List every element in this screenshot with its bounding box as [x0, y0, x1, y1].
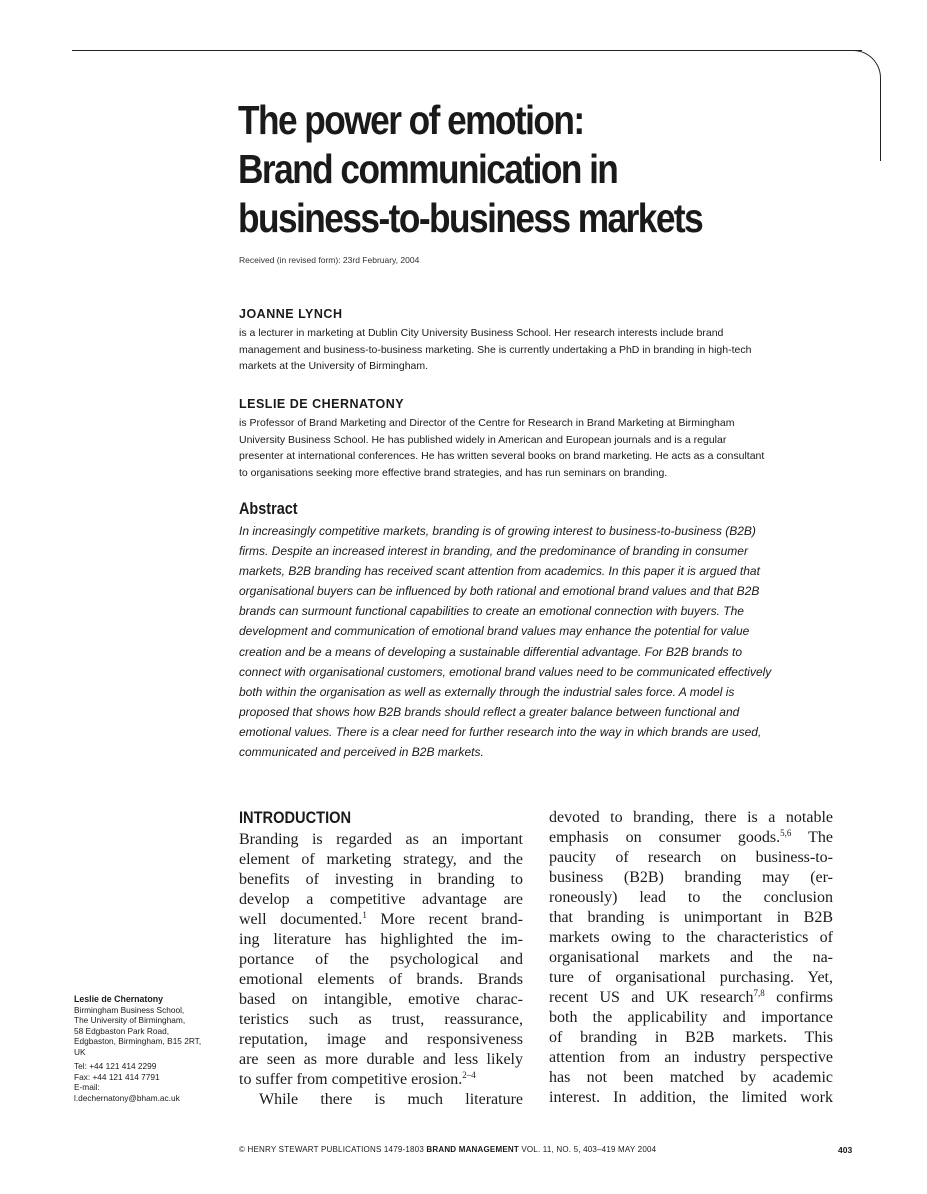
body-line: business (B2B) branding may (er- [549, 869, 833, 886]
body-line: roneously) lead to the conclusion [549, 889, 833, 906]
address-line: Birmingham Business School, [74, 1004, 185, 1015]
body-line: attention from an industry perspective [549, 1049, 833, 1066]
body-line [239, 1070, 523, 1090]
abstract-line: In increasingly competitive markets, branding is of growing interest to business-to-business (B2B) [239, 524, 756, 538]
abstract-line: firms. Despite an increased interest in branding, and the predominance of branding in consumer [239, 544, 748, 559]
abstract-heading: Abstract [239, 499, 298, 518]
body-line: teristics such as trust, reassurance, [239, 1011, 523, 1028]
body-line: that branding is unimportant in B2B [549, 909, 833, 926]
abstract-line: markets, B2B branding has received scant attention from academics. In this paper it is argued that [239, 564, 760, 579]
title-line: The power of emotion: [238, 97, 584, 143]
body-line: based on intangible, emotive charac- [239, 991, 523, 1008]
body-line: develop a competitive advantage are [239, 891, 523, 908]
body-text: recent US and UK research [549, 989, 754, 1006]
body-line [549, 988, 833, 1008]
body-line: reputation, image and responsiveness [239, 1031, 523, 1048]
body-text: emphasis on consumer goods. [549, 829, 781, 846]
article-title [238, 96, 771, 243]
contact-fax: Fax: +44 121 414 7791 [74, 1071, 160, 1082]
bio-line: to organisations seeking more effective brand strategies, and has run seminars on branding. [239, 466, 668, 479]
address-line: 58 Edgbaston Park Road, [74, 1025, 170, 1036]
citation-ref: 2–4 [462, 1070, 476, 1080]
address-line: UK [74, 1046, 86, 1057]
author-bio [239, 415, 839, 481]
abstract-line: brands can surmount functional capabilities to create an emotional connection with buyers. The [239, 604, 744, 619]
body-line: benefits of investing in branding to [239, 871, 523, 888]
address-line: The University of Birmingham, [74, 1015, 186, 1025]
abstract-line: creation and be a means of developing a sustainable differential advantage. For B2B brands to [239, 644, 742, 659]
contact-email[interactable]: l.dechernatony@bham.ac.uk [74, 1092, 180, 1103]
body-line: paucity of research on business-to- [549, 849, 833, 866]
abstract-line: communicated and perceived in B2B markets. [239, 745, 484, 760]
bio-line: is a lecturer in marketing at Dublin City University Business School. Her research interests include brand [239, 327, 724, 339]
abstract-line: development and communication of emotional brand values may enhance the potential for value [239, 624, 750, 639]
body-line [549, 828, 833, 848]
body-line: ing literature has highlighted the im- [239, 931, 523, 948]
bio-line: markets at the University of Birmingham. [239, 360, 429, 372]
header-corner-rule [850, 50, 881, 161]
footer-publisher: © HENRY STEWART PUBLICATIONS 1479-1803 [239, 1145, 427, 1154]
bio-line: is Professor of Brand Marketing and Director of the Centre for Research in Brand Marketing at Birmingham [239, 417, 735, 429]
page-number: 403 [838, 1145, 853, 1155]
bio-line: management and business-to-business marketing. She is currently undertaking a PhD in branding in high-tech [239, 343, 752, 356]
author-block [239, 397, 839, 481]
section-heading-introduction: INTRODUCTION [239, 808, 352, 827]
abstract-line: organisational buyers can be influenced by both rational and emotional brand values and that B2B [239, 584, 760, 599]
body-column-right [549, 808, 833, 1108]
citation-ref: 5,6 [780, 828, 792, 838]
bio-line: University Business School. He has published widely in American and European journals and is a regular [239, 433, 727, 446]
author-block [239, 307, 839, 375]
body-line: both the applicability and importance [549, 1009, 833, 1026]
bio-line: presenter at international conferences. He has written several books on brand marketing. He acts as a consultant [239, 450, 765, 462]
abstract-line: emotional values. There is a clear need for further research into the way in which brands are used, [239, 724, 762, 739]
body-text: The [791, 829, 833, 846]
body-line: portance of the psychological and [239, 951, 523, 968]
body-line: has not been matched by academic [549, 1069, 833, 1086]
body-line: interest. In addition, the limited work [549, 1089, 833, 1106]
body-text: to suffer from competitive erosion. [239, 1071, 463, 1088]
body-line: Branding is regarded as an important [239, 831, 523, 848]
body-text: well documented. [239, 911, 363, 928]
body-line: organisational markets and the na- [549, 949, 833, 966]
body-line: element of marketing strategy, and the [239, 851, 523, 868]
body-line: markets owing to the characteristics of [549, 929, 833, 946]
page-footer [239, 1145, 656, 1154]
author-contact [74, 994, 224, 1103]
body-column-left [239, 808, 523, 1110]
body-line: emotional elements of brands. Brands [239, 971, 523, 988]
contact-email-label: E-mail: [74, 1082, 100, 1092]
citation-ref: 1 [362, 910, 367, 920]
abstract-text [239, 521, 833, 762]
title-line: Brand communication in [238, 146, 618, 192]
received-date: Received (in revised form): 23rd February, 2004 [239, 255, 420, 265]
citation-ref: 7,8 [753, 988, 765, 998]
author-name: JOANNE LYNCH [239, 307, 343, 321]
body-text: confirms [764, 989, 834, 1006]
contact-name: Leslie de Chernatony [74, 994, 163, 1004]
address-line: Edgbaston, Birmingham, B15 2RT, [74, 1036, 202, 1046]
header-rule [72, 50, 862, 51]
contact-tel: Tel: +44 121 414 2299 [74, 1061, 157, 1071]
abstract-line: proposed that shows how B2B brands should reflect a greater balance between functional and [239, 704, 740, 719]
body-line: While there is much literature [259, 1091, 523, 1108]
body-line: devoted to branding, there is a notable [549, 809, 833, 826]
abstract-line: connect with organisational customers, emotional brand values need to be communicated effectively [239, 664, 772, 679]
footer-issue: VOL. 11, NO. 5, 403–419 MAY 2004 [518, 1145, 657, 1154]
body-line: are seen as more durable and less likely [239, 1051, 523, 1068]
body-line: ture of organisational purchasing. Yet, [549, 969, 833, 986]
author-bio [239, 325, 839, 375]
body-text: More recent brand- [366, 911, 523, 928]
body-line: of branding in B2B markets. This [549, 1029, 833, 1046]
author-name: LESLIE DE CHERNATONY [239, 397, 405, 411]
abstract-line: both within the organisation as well as externally through the industrial sales force. A model is [239, 684, 735, 699]
footer-journal: BRAND MANAGEMENT [426, 1145, 519, 1154]
body-line [239, 910, 523, 930]
title-line: business-to-business markets [238, 195, 703, 241]
